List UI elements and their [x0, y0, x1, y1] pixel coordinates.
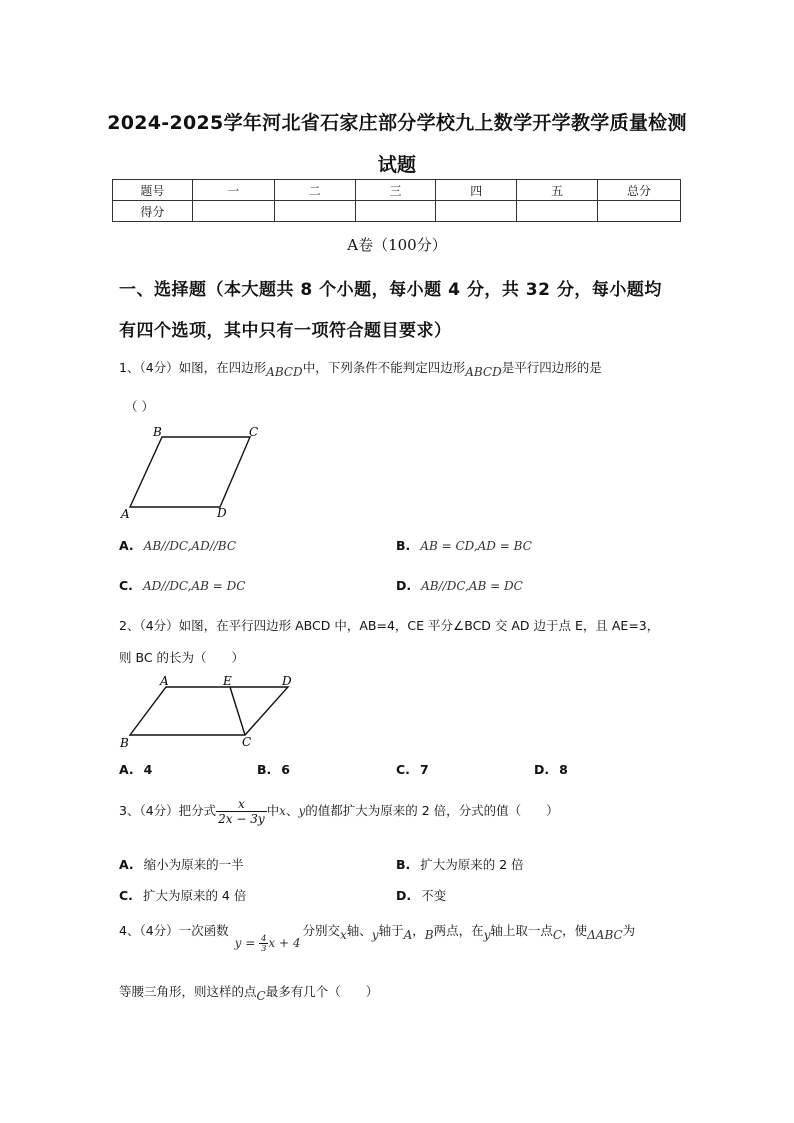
score-header-cell: 一 [192, 180, 274, 201]
q3-option-c[interactable] [119, 886, 246, 904]
fraction-numerator: 4 [261, 934, 267, 943]
vertex-label-e: E [223, 674, 232, 688]
option-text: 不变 [421, 888, 447, 903]
vertex-label-c: C [249, 425, 259, 439]
q2-option-d[interactable] [534, 762, 578, 777]
section1-heading-line1: 一、选择题（本大题共 8 个小题，每小题 4 分，共 32 分，每小题均 [119, 280, 662, 300]
q2-option-b[interactable] [257, 762, 300, 777]
score-table-header-row [113, 180, 681, 201]
question-1-stem [119, 358, 602, 379]
option-letter: C. [396, 762, 410, 777]
option-letter: B. [257, 762, 272, 777]
vertex-label-b: B [153, 425, 162, 439]
option-text: AD//DC,AB = DC [142, 579, 246, 593]
option-text: 6 [281, 762, 290, 777]
volume-label: A卷（100分） [347, 236, 447, 254]
q3-var: y [298, 804, 306, 818]
q1-var: ABCD [266, 365, 303, 379]
option-text: AB//DC,AD//BC [143, 539, 237, 553]
question-4-stem-line2 [119, 982, 379, 1003]
score-cell [598, 201, 681, 222]
option-text: 扩大为原来的 2 倍 [420, 857, 524, 872]
question-4-stem-line1 [119, 921, 636, 953]
q4-var: ΔABC [587, 928, 623, 942]
exam-title-line1: 2024-2025学年河北省石家庄部分学校九上数学开学教学质量检测 [107, 112, 687, 134]
q1-quadrilateral-diagram [115, 420, 285, 522]
option-letter: D. [396, 578, 412, 593]
q4-var: B [424, 928, 434, 942]
q1-text: 1、（4分）如图，在四边形 [119, 360, 267, 375]
parallelogram-abcd [130, 687, 288, 735]
score-header-cell: 总分 [598, 180, 681, 201]
score-header-cell: 四 [436, 180, 517, 201]
q4-text: 4、（4分）一次函数 [119, 923, 229, 938]
option-letter: A. [119, 857, 134, 872]
option-letter: B. [396, 857, 411, 872]
function-lhs: y = [234, 936, 256, 950]
function-coefficient [259, 934, 268, 953]
exam-title-line2: 试题 [377, 154, 417, 176]
q1-text: 中，下列条件不能判定四边形 [302, 360, 466, 375]
q3-option-b[interactable] [396, 855, 524, 873]
q4-text: 轴于 [378, 923, 404, 938]
q4-linear-function [235, 934, 301, 953]
q3-text: 的值都扩大为原来的 2 倍，分式的值（ ） [305, 803, 559, 818]
question-2-stem-line2: 则 BC 的长为（ ） [119, 650, 245, 665]
q1-option-d[interactable] [396, 578, 523, 593]
score-cell [274, 201, 355, 222]
score-row-label: 得分 [113, 201, 193, 222]
option-letter: D. [534, 762, 550, 777]
q4-var: A [403, 928, 413, 942]
q4-var: y [371, 928, 379, 942]
vertex-label-c: C [242, 735, 252, 749]
q4-var: C [552, 928, 563, 942]
q2-parallelogram-diagram [115, 672, 305, 752]
quadrilateral-abcd [130, 437, 250, 507]
score-header-cell: 五 [517, 180, 598, 201]
option-letter: C. [119, 578, 133, 593]
option-text: 7 [419, 762, 429, 777]
q3-text: 、 [285, 803, 299, 818]
q4-var: C [256, 989, 266, 1003]
option-letter: A. [119, 538, 134, 553]
fraction-denominator: 3 [261, 944, 267, 953]
option-text: 4 [143, 762, 153, 777]
q4-text: 分别交 [302, 923, 340, 938]
score-cell [436, 201, 517, 222]
score-header-cell: 二 [274, 180, 355, 201]
q4-text: 轴、 [346, 923, 372, 938]
q4-text: ，使 [562, 923, 588, 938]
q1-option-b[interactable] [396, 538, 532, 553]
option-text: AB = CD,AD = BC [420, 539, 532, 553]
q1-option-c[interactable] [119, 578, 245, 593]
q1-var: ABCD [465, 365, 502, 379]
question-2-stem-line1: 2、（4分）如图，在平行四边形 ABCD 中，AB=4，CE 平分∠BCD 交 AD 边于点 E，且 AE=3， [119, 618, 660, 633]
score-cell [517, 201, 598, 222]
q3-option-a[interactable] [119, 855, 244, 873]
question-3-stem [119, 797, 559, 826]
option-text: 8 [559, 762, 568, 777]
score-table [112, 179, 681, 222]
q4-var: x [339, 928, 347, 942]
q3-option-d[interactable] [396, 886, 446, 904]
q4-text: 等腰三角形，则这样的点 [119, 984, 257, 999]
q3-text: 3、（4分）把分式 [119, 803, 217, 818]
vertex-label-d: D [217, 506, 227, 520]
q3-fraction [216, 797, 267, 826]
option-letter: C. [119, 888, 133, 903]
q2-option-a[interactable] [119, 762, 162, 777]
segment-ce [230, 687, 245, 735]
q2-option-c[interactable] [396, 762, 439, 777]
q1-answer-blank: （ ） [125, 399, 154, 414]
q4-text: 最多有几个（ ） [265, 984, 379, 999]
score-cell [355, 201, 436, 222]
fraction-numerator: x [216, 797, 267, 812]
fraction-denominator: 2x − 3y [218, 812, 265, 826]
section1-heading-line2: 有四个选项，其中只有一项符合题目要求） [119, 321, 452, 341]
q3-var: x [279, 804, 286, 818]
score-header-cell: 三 [355, 180, 436, 201]
option-letter: D. [396, 888, 412, 903]
q4-text: ， [412, 923, 425, 938]
function-rhs: x + 4 [268, 936, 301, 950]
score-header-cell: 题号 [113, 180, 193, 201]
q4-var: y [483, 928, 491, 942]
vertex-label-a: A [160, 674, 169, 688]
score-cell [192, 201, 274, 222]
q4-text: 为 [622, 923, 636, 938]
option-letter: A. [119, 762, 134, 777]
q1-option-a[interactable] [119, 538, 236, 553]
vertex-label-b: B [120, 736, 129, 750]
q3-text: 中 [266, 803, 280, 818]
vertex-label-d: D [282, 674, 292, 688]
option-letter: B. [396, 538, 411, 553]
q4-text: 轴上取一点 [490, 923, 553, 938]
q4-text: 两点，在 [433, 923, 484, 938]
score-table-score-row [113, 201, 681, 222]
option-text: 扩大为原来的 4 倍 [142, 888, 247, 903]
vertex-label-a: A [121, 507, 130, 521]
option-text: AB//DC,AB = DC [421, 579, 523, 593]
q1-text: 是平行四边形的是 [501, 360, 602, 375]
option-text: 缩小为原来的一半 [143, 857, 244, 872]
